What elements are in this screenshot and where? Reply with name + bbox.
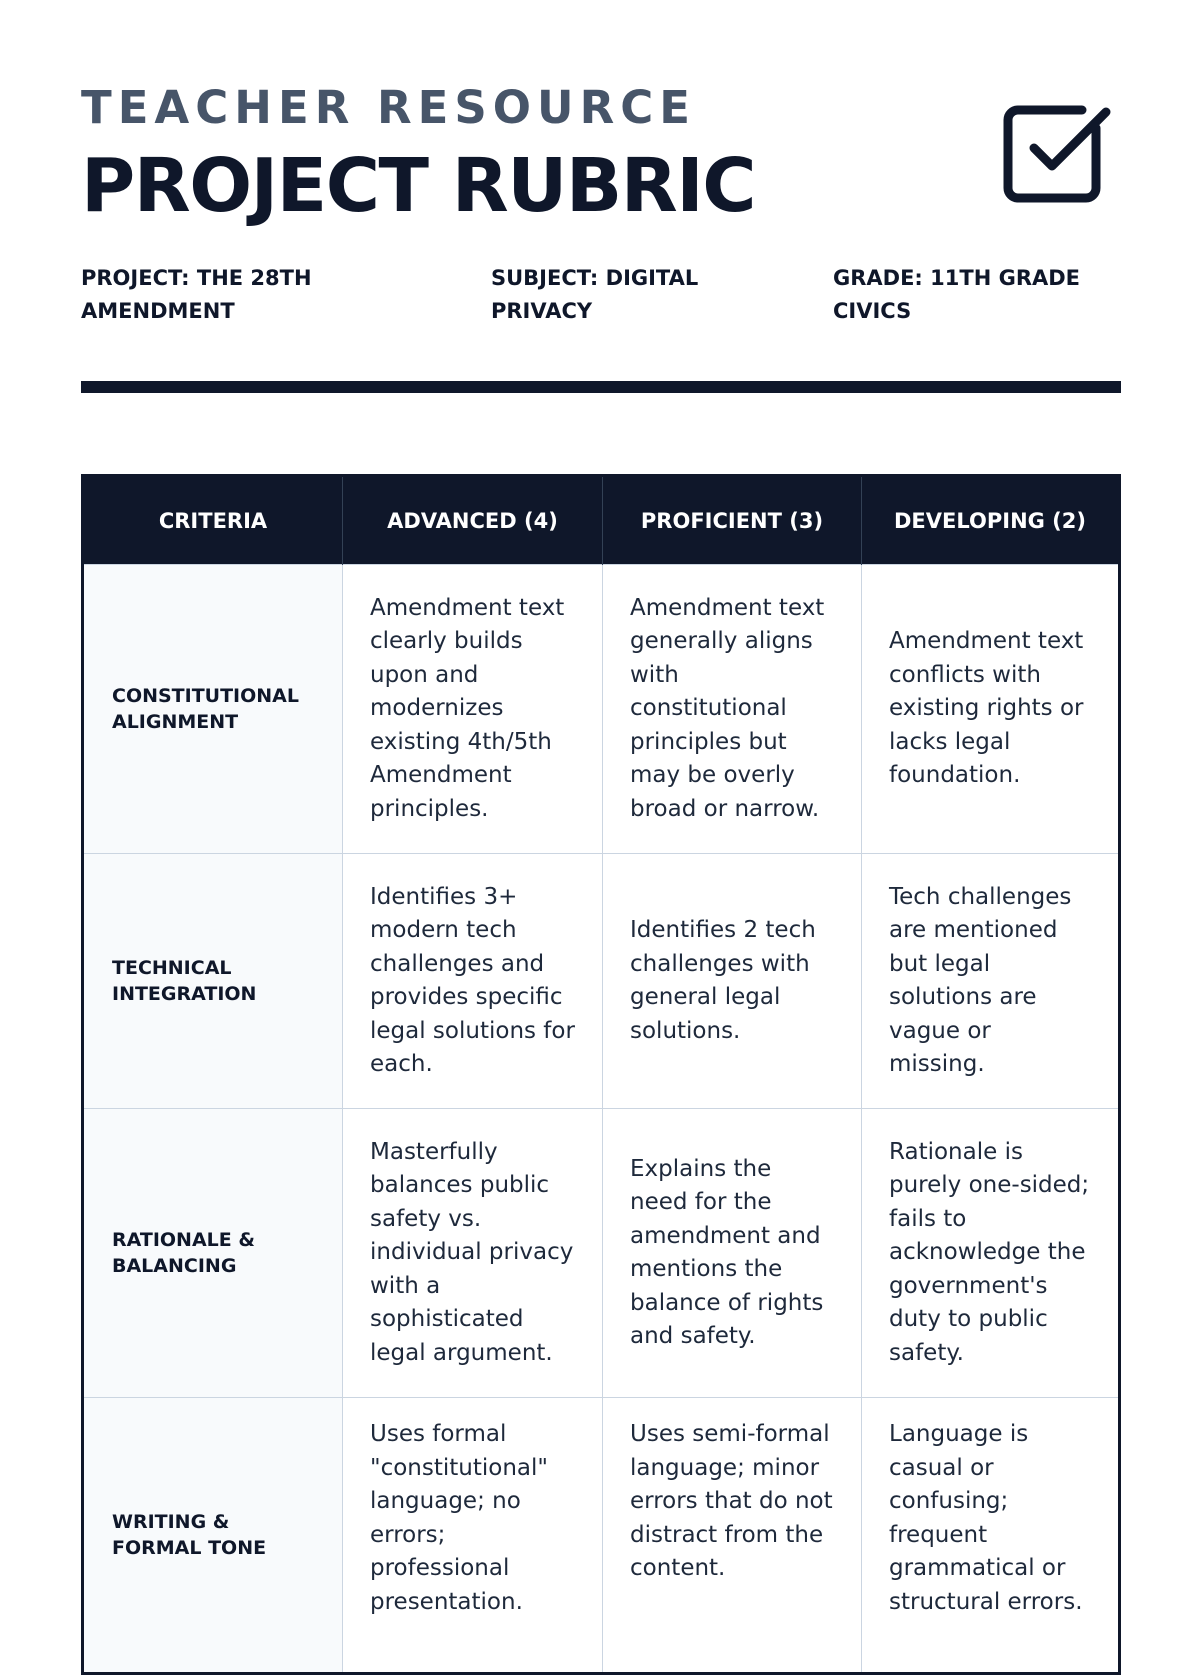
developing-cell: Amendment text conflicts with existing rights or lacks legal foundation. [862,565,1120,854]
criteria-cell: TECHNICAL INTEGRATION [83,854,343,1109]
developing-cell: Rationale is purely one-sided; fails to acknowledge the government's duty to public safety. [862,1109,1120,1398]
advanced-cell: Identifies 3+ modern tech challenges and provides specific legal solutions for each. [343,854,603,1109]
page-title: PROJECT RUBRIC [81,143,756,229]
column-header-developing: DEVELOPING (2) [862,476,1120,565]
proficient-cell: Uses semi-formal language; minor errors that do not distract from the content. [603,1398,862,1674]
column-header-advanced: ADVANCED (4) [343,476,603,565]
grade-info: GRADE: 11TH GRADE CIVICS [833,266,1081,323]
eyebrow-label: TEACHER RESOURCE [81,81,697,134]
table-row [83,854,1120,1109]
checkbox-checked-icon [996,90,1116,210]
column-header-proficient: PROFICIENT (3) [603,476,862,565]
table-header-row [83,476,1120,565]
criteria-cell: WRITING & FORMAL TONE [83,1398,343,1674]
column-header-criteria: CRITERIA [83,476,343,565]
proficient-cell: Explains the need for the amendment and mentions the balance of rights and safety. [603,1109,862,1398]
advanced-cell: Masterfully balances public safety vs. individual privacy with a sophisticated legal argument. [343,1109,603,1398]
developing-cell: Language is casual or confusing; frequent grammatical or structural errors. [862,1398,1120,1674]
proficient-cell: Amendment text generally aligns with constitutional principles but may be overly broad or narrow. [603,565,862,854]
table-row [83,565,1120,854]
advanced-cell: Uses formal "constitutional" language; no errors; professional presentation. [343,1398,603,1674]
advanced-cell: Amendment text clearly builds upon and modernizes existing 4th/5th Amendment principles. [343,565,603,854]
table-row [83,1109,1120,1398]
proficient-cell: Identifies 2 tech challenges with general legal solutions. [603,854,862,1109]
criteria-cell: RATIONALE & BALANCING [83,1109,343,1398]
header-divider [81,381,1121,393]
criteria-cell: CONSTITUTIONAL ALIGNMENT [83,565,343,854]
table-row [83,1398,1120,1674]
project-info: PROJECT: THE 28TH AMENDMENT [81,266,312,323]
developing-cell: Tech challenges are mentioned but legal solutions are vague or missing. [862,854,1120,1109]
subject-info: SUBJECT: DIGITAL PRIVACY [491,266,699,323]
rubric-table [81,474,1121,1675]
